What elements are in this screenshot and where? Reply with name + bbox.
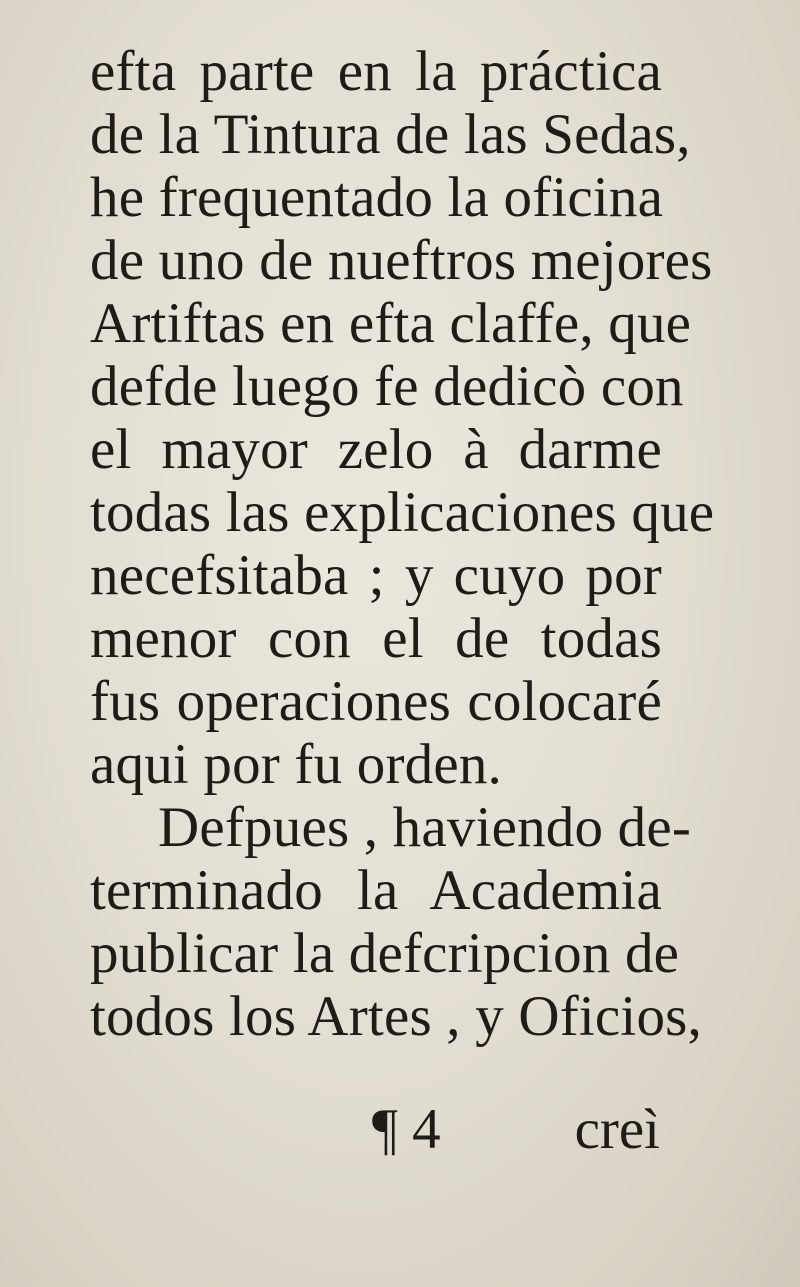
text-line: Artiftas en efta claffe, que xyxy=(90,292,692,355)
paragraph-end-line: aqui por fu orden. xyxy=(90,733,502,796)
text-line: el mayor zelo à darme xyxy=(90,418,662,481)
text-line: necefsitaba ; y cuyo por xyxy=(90,544,662,607)
text-line: terminado la Academia xyxy=(90,859,662,922)
text-line: he frequentado la oficina xyxy=(90,166,664,229)
text-line: publicar la defcripcion de xyxy=(90,922,680,985)
body-text xyxy=(90,40,715,1048)
text-line: menor con el de todas xyxy=(90,607,662,670)
signature-mark: ¶ 4 xyxy=(372,1098,441,1161)
page-footer xyxy=(90,1098,662,1161)
text-line: fus operaciones colocaré xyxy=(90,670,662,733)
text-line: de uno de nueftros mejores xyxy=(90,229,713,292)
text-line: de la Tintura de las Sedas, xyxy=(90,103,691,166)
paragraph-start-line: Defpues , haviendo de- xyxy=(158,796,692,859)
catchword: creì xyxy=(574,1098,660,1161)
text-line: todas las explicaciones que xyxy=(90,481,715,544)
text-line: todos los Artes , y Oficios, xyxy=(90,985,703,1048)
text-line: defde luego fe dedicò con xyxy=(90,355,684,418)
text-line: efta parte en la práctica xyxy=(90,40,662,103)
